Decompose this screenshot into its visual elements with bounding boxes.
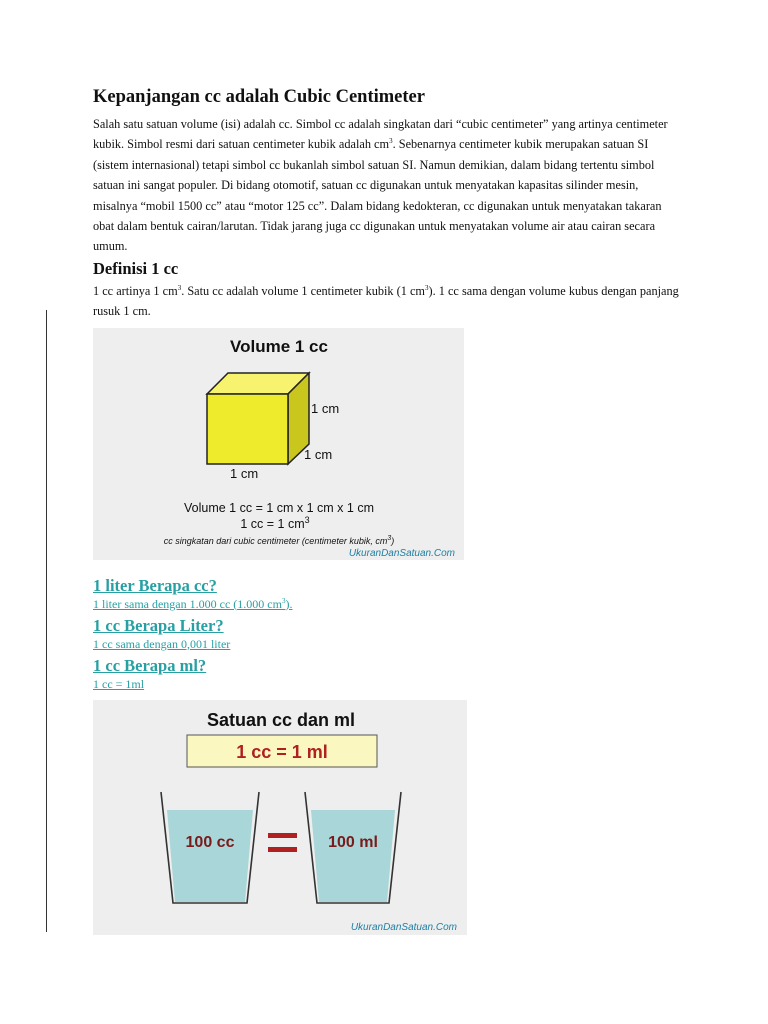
- paragraph-text-1: Salah satu satuan volume (isi) adalah cc. Simbol cc adalah singkatan dari “cubic centimeter” yang artinya centimeter kubik. Simbol resmi dari satuan centimeter kubik adalah cm: [93, 117, 668, 152]
- formula-cc: 1 cc = 1 $cm^3$: [240, 514, 310, 531]
- link-liter-to-cc-text[interactable]: 1 liter sama dengan 1.000 cc (1.000 $cm^3$).: [93, 596, 293, 611]
- link-liter-to-cc-heading[interactable]: 1 liter Berapa cc?: [93, 575, 217, 595]
- superscript: 3: [425, 283, 429, 292]
- formula-volume: Volume 1 cc = 1 cm x 1 cm x 1 cm: [184, 500, 374, 515]
- figure1-title: Volume 1 cc: [230, 336, 328, 356]
- cube-illustration: [93, 328, 464, 560]
- cube-height-label: 1 cm: [311, 400, 340, 416]
- figure1-watermark: UkuranDanSatuan.Com: [348, 547, 455, 559]
- figure1-caption: cc singkatan dari cubic centimeter (centimeter kubik, $cm^3$): [163, 534, 395, 546]
- water-left: [167, 810, 253, 902]
- def-text-3: ). 1 cc sama dengan volume kubus dengan panjang rusuk 1 cm.: [93, 283, 679, 319]
- glasses-illustration: [93, 700, 467, 935]
- glass-right-label: 100 ml: [328, 833, 378, 851]
- link-cc-to-liter-text[interactable]: 1 cc sama dengan 0,001 liter: [93, 636, 231, 651]
- glass-left-label: 100 cc: [185, 833, 235, 851]
- link-cc-to-ml-heading[interactable]: 1 cc Berapa ml?: [93, 655, 207, 675]
- article-paragraph: [93, 114, 683, 257]
- definition-heading: Definisi 1 cc: [93, 258, 179, 278]
- paragraph-text-2: . Sebenarnya centimeter kubik merupakan satuan SI (sistem internasional) tetapi simbol cc bukanlah simbol satuan SI. Namun demikian, dalam bidang tertentu simbol satuan ini sangat populer. Di bidang otomotif, satuan cc digunakan untuk menyatakan kapasitas silinder mesin, misalnya “mobil 1500 cc” atau “motor 125 cc”. Dalam bidang kedokteran, cc digunakan untuk menyatakan takaran obat dalam bentuk cairan/larutan. Tidak jarang juga cc digunakan untuk menyatakan volume air atau cairan secara umum.: [93, 137, 662, 254]
- superscript: 3: [177, 283, 182, 292]
- def-text-2: . Satu cc adalah volume 1 centimeter kubik (1 cm: [181, 283, 425, 298]
- cube-front-face: [207, 394, 288, 464]
- equals-sign-bottom: [268, 847, 297, 852]
- figure2-watermark: UkuranDanSatuan.Com: [350, 921, 457, 933]
- equation-banner-text: 1 cc = 1 ml: [236, 741, 328, 762]
- definition-paragraph: [93, 281, 683, 322]
- link-cc-to-liter-heading[interactable]: 1 cc Berapa Liter?: [93, 615, 224, 635]
- document-content: [93, 86, 683, 935]
- figure2-title: Satuan cc dan ml: [206, 709, 356, 730]
- article-heading: Kepanjangan cc adalah Cubic Centimeter: [93, 87, 425, 107]
- cube-width-label: 1 cm: [230, 465, 259, 481]
- cube-depth-label: 1 cm: [304, 446, 333, 462]
- equals-sign-top: [268, 833, 297, 838]
- def-text-1: 1 cc artinya 1 cm: [93, 283, 178, 298]
- volume-cube-figure: [93, 328, 464, 560]
- page-margin-line: [46, 310, 47, 932]
- superscript: 3: [389, 137, 393, 146]
- cc-ml-figure: [93, 700, 467, 935]
- link-cc-to-ml-text[interactable]: 1 cc = 1ml: [93, 676, 145, 691]
- water-right: [311, 810, 395, 902]
